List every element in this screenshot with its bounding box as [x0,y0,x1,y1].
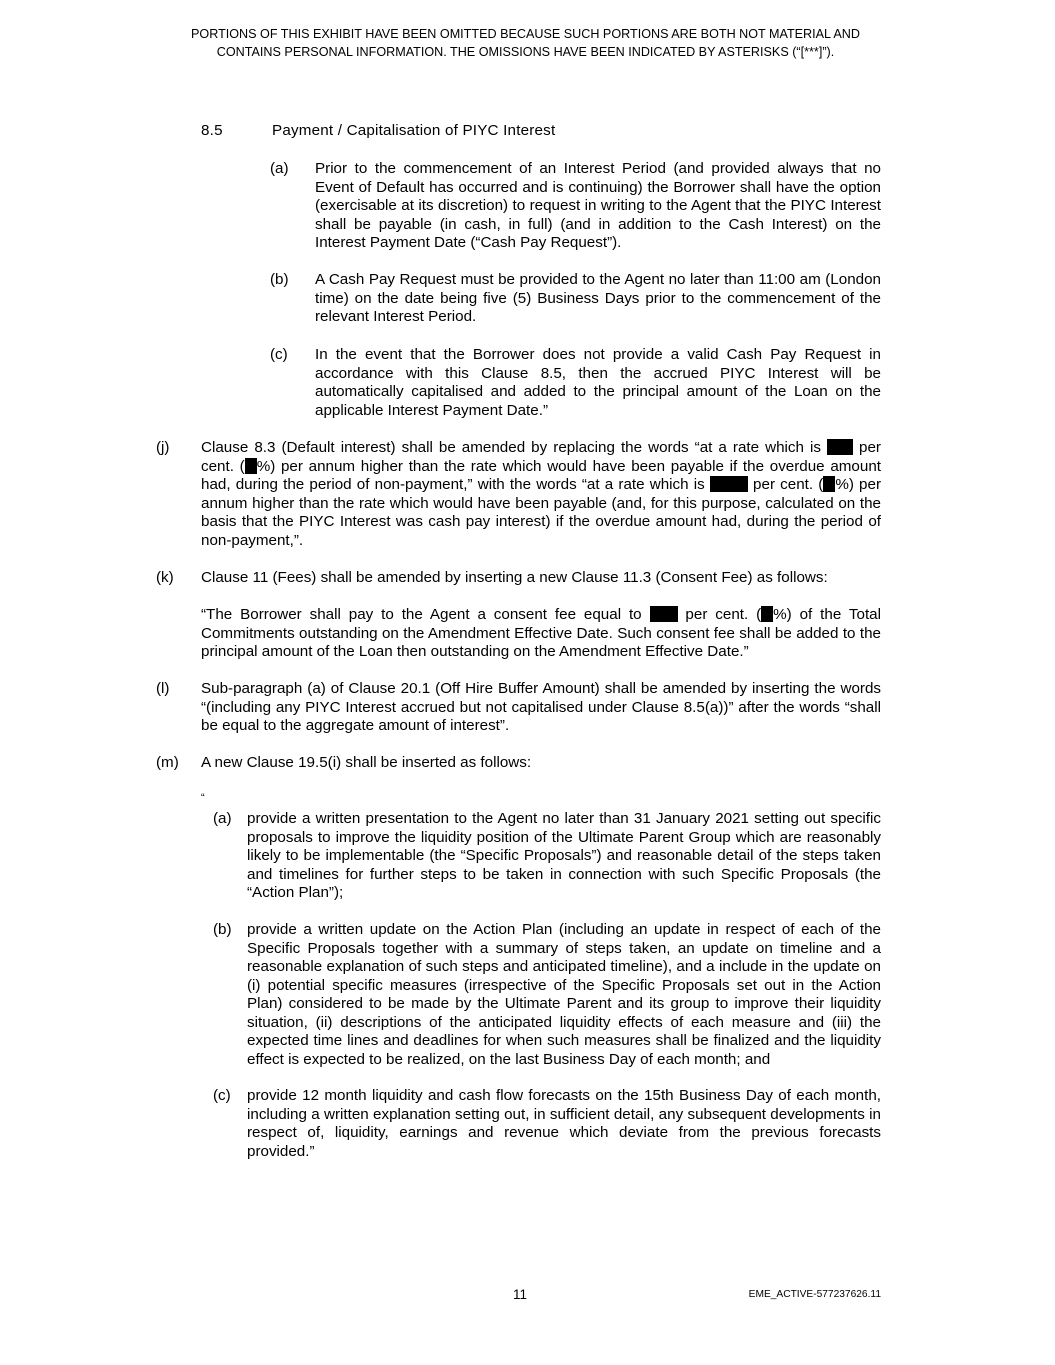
clause-j-part-4: per cent. ( [747,476,824,493]
clause-m-item-c-text: provide 12 month liquidity and cash flow forecasts on the 15th Business Day of each month, including a written explanation setting out, in sufficient detail, any subsequent developments in respect of, liquidity, earnings and revenue which deviate from the previous forecasts provided.” [247,1087,881,1160]
redaction-block [761,606,773,622]
clause-l-text: Sub-paragraph (a) of Clause 20.1 (Off Hire Buffer Amount) shall be amended by inserting the words “(including any PIYC Interest accrued but not capitalised under Clause 8.5(a))” after the words “shall be equal to the aggregate amount of interest”. [201,680,881,734]
clause-m-item-a-label: (a) [213,810,232,827]
clause-m-intro: A new Clause 19.5(i) shall be inserted as follows: [201,754,532,771]
clause-j-part-1: Clause 8.3 (Default interest) shall be amended by replacing the words “at a rate which is [201,439,827,456]
clause-m-item-b-text: provide a written update on the Action Plan (including an update in respect of each of the Specific Proposals together with a summary of steps taken, an update on timeline and a reasonable explanation of such steps and anticipated timeline), and a include in the update on (i) potential specific measures (irrespective of the Specific Proposals set out in the Action Plan) considered to be made by the Ultimate Parent and its group to improve their liquidity situation, (ii) descriptions of the anticipated liquidity effects of each measure and (iii) the expected time lines and deadlines for when such measures shall be finalized and the liquidity effect is expected to be realized, on the last Business Day of each month; and [247,921,881,1068]
document-reference: EME_ACTIVE-577237626.11 [748,1289,881,1300]
clause-j-part-2: per cent. ( [201,439,881,475]
section-item-a-text: Prior to the commencement of an Interest Period (and provided always that no Event of Default has occurred and is continuing) the Borrower shall have the option (exercisable at its discretion) to request in writing to the Agent that the PIYC Interest shall be payable (in cash, in full) (and in addition to the Cash Interest) on the Interest Payment Date (“Cash Pay Request”). [315,160,881,251]
redaction-notice-line-2: CONTAINS PERSONAL INFORMATION. THE OMISSIONS HAVE BEEN INDICATED BY ASTERISKS (“[***]”). [216,45,835,59]
section-item-b-text: A Cash Pay Request must be provided to the Agent no later than 11:00 am (London time) on the date being five (5) Business Days prior to the commencement of the relevant Interest Period. [315,271,881,325]
clause-k-label: (k) [156,569,174,586]
clause-j-part-3: %) per annum higher than the rate which would have been payable if the overdue amount had, during the period of non-payment,” with the words “at a rate which is [201,457,881,493]
clause-k-quote-part-1: “The Borrower shall pay to the Agent a consent fee equal to [201,606,650,623]
page-number: 11 [512,1287,527,1302]
section-item-c-label: (c) [270,346,288,363]
clause-k-quote-part-3: %) of the Total Commitments outstanding on the Amendment Effective Date. Such consent fee shall be added to the principal amount of the Loan then outstanding on the Amendment Effective Date.” [201,606,881,660]
redaction-notice-line-1: PORTIONS OF THIS EXHIBIT HAVE BEEN OMITTED BECAUSE SUCH PORTIONS ARE BOTH NOT MATERIAL AND [191,27,860,41]
section-item-c-text: In the event that the Borrower does not provide a valid Cash Pay Request in accordance with this Clause 8.5, then the accrued PIYC Interest will be automatically capitalised and added to the principal amount of the Loan on the applicable Interest Payment Date.” [315,346,881,419]
clause-m-item-b-label: (b) [213,921,232,938]
section-item-b-label: (b) [270,271,289,288]
redaction-notice [120,25,931,61]
clause-j-part-5: %) per annum higher than the rate which would have been payable (and, for this purpose, calculated on the basis that the PIYC Interest was cash pay interest) if the overdue amount had, during the period of non-payment,”. [201,476,882,549]
clause-m-open-quote: “ [201,792,205,804]
redaction-block [827,439,853,455]
redaction-block [823,476,835,492]
section-item-a-label: (a) [270,160,289,177]
redaction-block [245,458,257,474]
clause-j-label: (j) [156,439,170,456]
clause-l-label: (l) [156,680,170,697]
redaction-block [650,606,678,622]
clause-k-quote-part-2: per cent. ( [677,606,762,623]
clause-m-item-a-text: provide a written presentation to the Agent no later than 31 January 2021 setting out specific proposals to improve the liquidity position of the Ultimate Parent Group which are reasonably likely to be implementable (the “Specific Proposals”) and reasonable detail of the steps taken and timelines for further steps to be taken in connection with such Specific Proposals (the “Action Plan”); [247,810,881,901]
redaction-block [710,476,748,492]
clause-m-item-c-label: (c) [213,1087,231,1104]
clause-m-label: (m) [156,754,179,771]
section-number: 8.5 [201,122,223,139]
clause-k-quote [201,606,881,662]
clause-k-intro: Clause 11 (Fees) shall be amended by inserting a new Clause 11.3 (Consent Fee) as follows: [201,569,828,586]
section-title: Payment / Capitalisation of PIYC Interest [272,122,556,139]
clause-j-text [201,439,881,550]
